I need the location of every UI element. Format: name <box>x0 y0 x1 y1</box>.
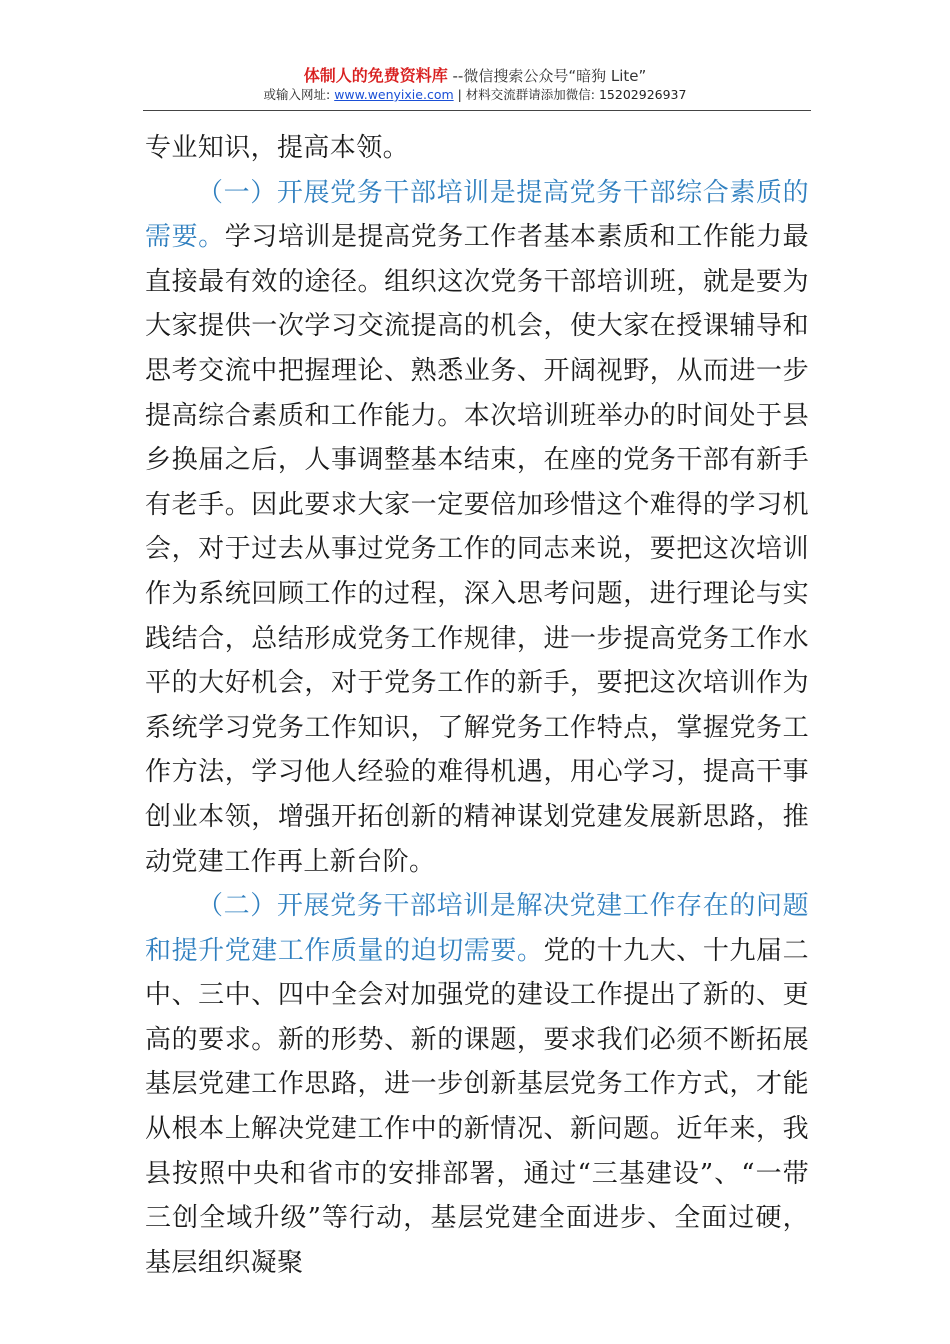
header-contact-line <box>0 86 950 104</box>
header-divider <box>143 110 811 111</box>
paragraph-section-2 <box>145 884 809 1285</box>
paragraph-continuation: 专业知识，提高本领。 <box>145 133 410 163</box>
section-text-1: 学习培训是提高党务工作者基本素质和工作能力最直接最有效的途径。组织这次党务干部培训班，就是要为大家提供一次学习交流提高的机会，使大家在授课辅导和思考交流中把握理论、熟悉业务、开阔视野，从而进一步提高综合素质和工作能力。本次培训班举办的时间处于县乡换届之后，人事调整基本结束，在座的党务干部有新手有老手。因此要求大家一定要倍加珍惜这个难得的学习机会，对于过去从事过党务工作的同志来说，要把这次培训作为系统回顾工作的过程，深入思考问题，进行理论与实践结合，总结形成党务工作规律，进一步提高党务工作水平的大好机会，对于党务工作的新手，要把这次培训作为系统学习党务工作知识，了解党务工作特点，掌握党务工作方法，学习他人经验的难得机遇，用心学习，提高干事创业本领，增强开拓创新的精神谋划党建发展新思路，推动党建工作再上新台阶。 <box>145 222 809 877</box>
url-prefix: 或输入网址: <box>263 87 335 102</box>
website-link[interactable]: www.wenyixie.com <box>334 87 454 102</box>
paragraph-section-1 <box>145 171 809 885</box>
header-tagline: --微信搜索公众号“暗狗 Lite” <box>447 67 647 85</box>
page-header <box>0 66 950 104</box>
section-text-2: 党的十九大、十九届二中、三中、四中全会对加强党的建设工作提出了新的、更高的要求。新的形势、新的课题，要求我们必须不断拓展基层党建工作思路，进一步创新基层党务工作方式，才能从根本上解决党建工作中的新情况、新问题。近年来，我县按照中央和省市的安排部署，通过“三基建设”、“一带三创全域升级”等行动，基层党建全面进步、全面过硬，基层组织凝聚 <box>145 935 809 1278</box>
contact-info: | 材料交流群请添加微信: 15202926937 <box>453 87 687 102</box>
document-body <box>145 126 809 1285</box>
section-heading-1: （一）开展党务干部培训是提高党务干部综合素质的需要。 <box>145 177 809 253</box>
brand-title: 体制人的免费资料库 <box>303 66 448 85</box>
section-heading-2: （二）开展党务干部培训是解决党建工作存在的问题和提升党建工作质量的迫切需要。 <box>145 891 809 966</box>
header-title-line <box>0 66 950 86</box>
